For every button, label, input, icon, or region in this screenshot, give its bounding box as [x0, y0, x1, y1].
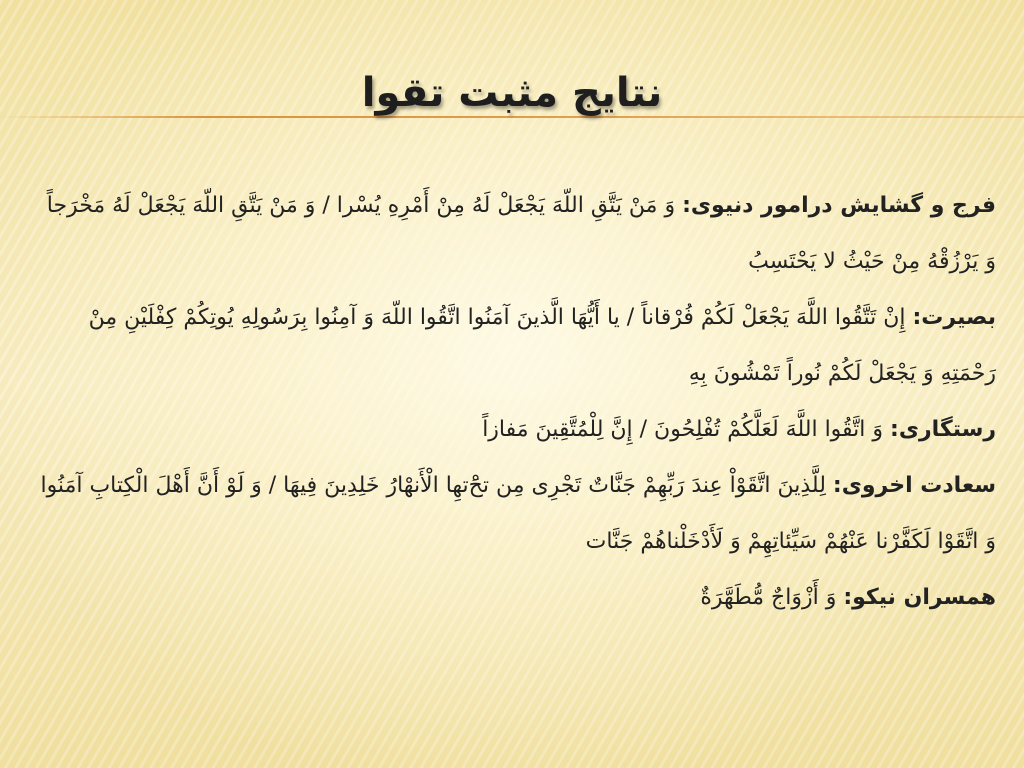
- item-verse: وَ مَنْ يَتَّقِ اللّهَ يَجْعَلْ لَهُ مِنْ أَمْرِهِ يُسْرا / وَ مَنْ يَتَّقِ اللّهَ يَجْعَلْ لَهُ مَخْرَجاً وَ يَرْزُقْهُ مِنْ حَيْثُ لا يَحْتَسِبُ: [46, 193, 996, 274]
- list-item-relief: [40, 178, 996, 290]
- list-item-insight: [40, 290, 996, 402]
- list-item-salvation: [40, 402, 996, 458]
- item-verse: إِنْ تَتَّقُوا اللَّهَ يَجْعَلْ لَكُمْ فُرْقاناً / يا أَيُّهَا الَّذينَ آمَنُوا اتَّقُوا اللّهَ وَ آمِنُوا بِرَسُولِهِ يُوتِكُمْ كِفْلَيْنِ مِنْ رَحْمَتِهِ وَ يَجْعَلْ لَكُمْ نُوراً تَمْشُونَ بِهِ: [88, 305, 996, 386]
- slide-content: [40, 178, 996, 626]
- title-area: [0, 62, 1024, 132]
- item-label: سعادت اخروی:: [832, 473, 996, 498]
- item-label: بصیرت:: [912, 305, 996, 330]
- list-item-spouses: [40, 570, 996, 626]
- item-label: فرج و گشایش درامور دنیوی:: [682, 193, 996, 218]
- item-verse: وَ اتَّقُوا اللَّهَ لَعَلَّكُمْ تُفْلِحُونَ / إِنَّ لِلْمُتَّقِينَ مَفازاً: [482, 417, 891, 442]
- item-label: همسران نیکو:: [843, 585, 996, 610]
- slide-title: نتایج مثبت تقوا: [361, 70, 663, 116]
- item-label: رستگاری:: [890, 417, 996, 442]
- item-verse: لِلَّذِينَ اتَّقَوْاْ عِندَ رَبِّهِمْ جَنَّاتٌ تَجْرِى مِن تحَ‌ْتهِا الْأَنهْارُ خَلِدِينَ فِيهَا / وَ لَوْ أَنَّ أَهْلَ الْكِتابِ آمَنُوا وَ اتَّقَوْا لَكَفَّرْنا عَنْهُمْ سَيِّئاتِهِمْ وَ لَأَدْخَلْناهُمْ جَنَّات: [40, 473, 996, 554]
- list-item-hereafter: [40, 458, 996, 570]
- item-verse: وَ أَزْوَاجٌ مُّطَهَّرَةٌ: [700, 585, 844, 610]
